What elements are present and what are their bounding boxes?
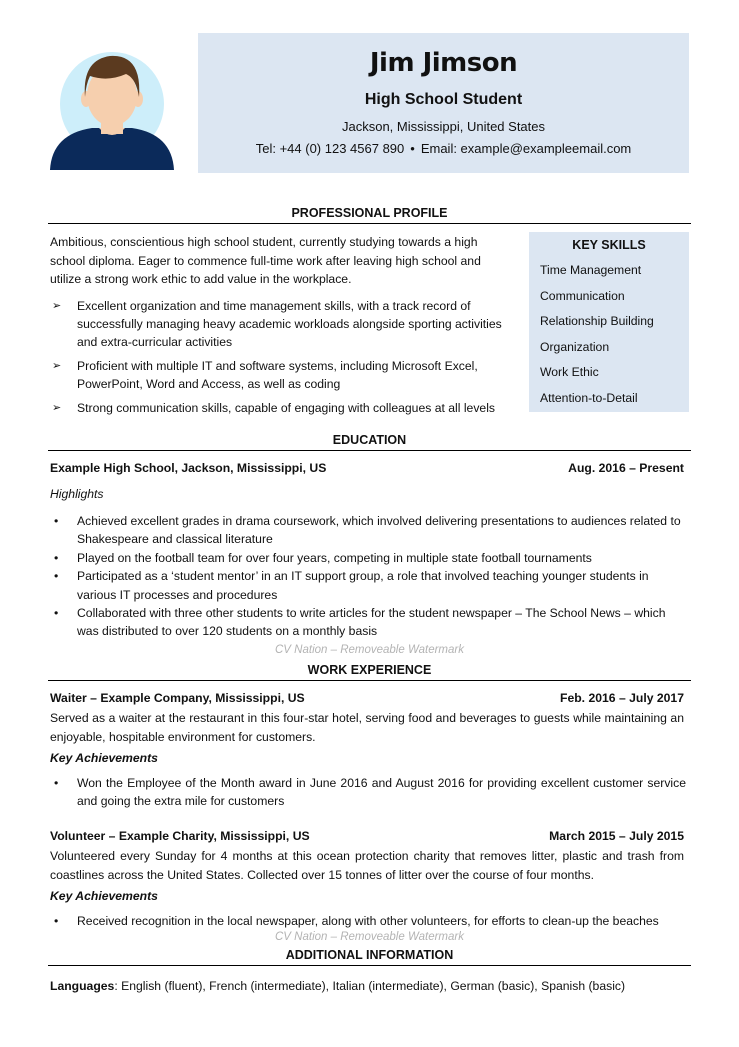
contact-line [198,141,689,156]
job-dates: March 2015 – July 2015 [549,829,684,843]
job-description: Volunteered every Sunday for 4 months at this ocean protection charity that removes litter, plastic and trash from coastlines across the United States. Collected over 15 tonnes of litter over the course of four months. [50,849,684,882]
watermark: CV Nation – Removeable Watermark [275,931,464,943]
job-achievements [50,912,686,930]
list-item: • Won the Employee of the Month award in June 2016 and August 2016 for providing excellent customer service and going the extra mile for customers [54,776,686,809]
job-role: Volunteer – Example Charity, Mississippi, US [50,829,310,843]
profile-heading: PROFESSIONAL PROFILE [48,206,691,224]
job-entry [50,829,684,843]
separator: • [410,141,415,156]
skill-item: Time Management [540,263,642,277]
profile-bullets [50,297,512,423]
skill-item: Attention-to-Detail [540,390,638,405]
skill-item: Work Ethic [540,365,599,379]
header-box [198,33,689,173]
job-achievements [50,774,686,811]
avatar-icon [48,42,176,172]
languages-label: Languages [50,979,115,993]
list-item: • Collaborated with three other students to write articles for the student newspaper – The School News – which was distributed to over 120 students on a monthly basis [54,606,666,639]
location: Jackson, Mississippi, United States [341,119,546,134]
school-name: Example High School, Jackson, Mississippi, US [50,461,327,475]
phone: Tel: +44 (0) 123 4567 890 [255,141,405,156]
key-skills-box [529,232,689,412]
list-item: ➢ Strong communication skills, capable of engaging with colleagues at all levels [52,401,495,415]
education-bullets [50,512,686,641]
education-heading: EDUCATION [48,433,691,451]
job-dates: Feb. 2016 – July 2017 [560,691,684,705]
highlights-label: Highlights [50,487,104,501]
skill-item: Relationship Building [540,314,654,328]
candidate-title: High School Student [364,91,523,108]
education-dates: Aug. 2016 – Present [568,461,684,475]
email: Email: example@exampleemail.com [420,141,632,156]
watermark: CV Nation – Removeable Watermark [275,644,464,656]
key-skills-heading: KEY SKILLS [572,238,646,252]
work-heading: WORK EXPERIENCE [48,663,691,681]
list-item: ➢ Excellent organization and time management skills, with a track record of successfully managing heavy academic workloads alongside sporting activities and extra-curricular activities [52,299,502,349]
achievements-label: Key Achievements [50,889,158,903]
additional-heading: ADDITIONAL INFORMATION [48,948,691,966]
list-item: ➢ Proficient with multiple IT and software systems, including Microsoft Excel, PowerPoint, Word and Access, as well as coding [52,359,478,391]
languages-line [50,977,690,996]
list-item: • Played on the football team for over four years, competing in multiple state football tournaments [54,550,592,565]
list-item: • Participated as a ‘student mentor’ in an IT support group, a role that involved teaching younger students in various IT processes and procedures [54,569,649,602]
skill-item: Organization [540,339,610,354]
profile-summary: Ambitious, conscientious high school student, currently studying towards a high school diploma. Eager to commence full-time work after leaving high school and utilize a strong work ethic to add value in the workplace. [50,235,481,286]
languages-value: : English (fluent), French (intermediate), Italian (intermediate), German (basic), Spanish (basic) [114,979,626,993]
candidate-name: Jim Jimson [369,48,518,78]
achievements-label: Key Achievements [50,751,158,765]
skill-item: Communication [540,288,625,303]
job-entry [50,691,684,705]
list-item: • Received recognition in the local newspaper, along with other volunteers, for efforts to clean-up the beaches [54,914,659,928]
education-entry [50,461,684,475]
list-item: • Achieved excellent grades in drama coursework, which involved delivering presentations to audiences related to Shakespeare and classical literature [54,514,681,547]
job-description: Served as a waiter at the restaurant in this four-star hotel, serving food and beverages to guests while maintaining an enjoyable, hospitable environment for customers. [50,711,684,744]
job-role: Waiter – Example Company, Mississippi, US [50,691,305,705]
